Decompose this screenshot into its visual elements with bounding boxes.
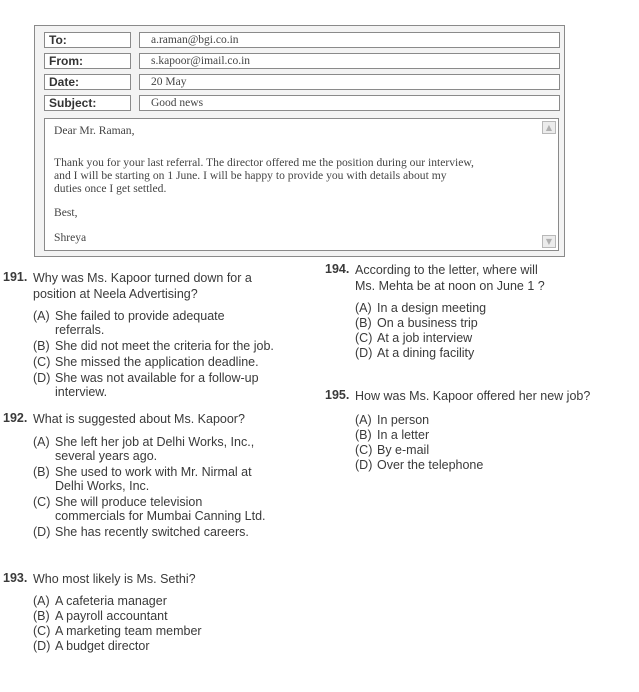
from-label: From:: [44, 53, 131, 69]
option-letter: (C): [33, 495, 51, 509]
subject-label: Subject:: [44, 95, 131, 111]
body-line: and I will be starting on 1 June. I will be happy to provide you with details about my: [54, 169, 447, 182]
scroll-up-arrow-icon[interactable]: ▲: [542, 121, 556, 134]
option-letter: (D): [355, 458, 373, 472]
option-text: A payroll accountant: [55, 609, 168, 623]
option-continuation: interview.: [55, 385, 108, 399]
option-text: In person: [377, 413, 430, 427]
option-letter: (B): [355, 428, 372, 442]
option[interactable]: [33, 495, 202, 509]
option-text: She did not meet the criteria for the job.: [55, 339, 274, 353]
option-letter: (A): [355, 301, 372, 315]
option[interactable]: [355, 458, 483, 472]
option-text: She missed the application deadline.: [55, 355, 259, 369]
from-field[interactable]: s.kapoor@imail.co.in: [139, 53, 560, 69]
option-text: On a business trip: [377, 316, 478, 330]
option-letter: (B): [33, 339, 50, 353]
option-text: She failed to provide adequate: [55, 309, 225, 323]
closing: Best,: [54, 206, 78, 219]
option-letter: (C): [355, 443, 373, 457]
option-continuation: several years ago.: [55, 449, 158, 463]
option-letter: (C): [355, 331, 373, 345]
option-letter: (B): [355, 316, 372, 330]
option[interactable]: [33, 355, 259, 369]
question-number: 192.: [3, 411, 28, 425]
option-letter: (B): [33, 465, 50, 479]
option-text: A budget director: [55, 639, 150, 653]
option-text: She used to work with Mr. Nirmal at: [55, 465, 252, 479]
option[interactable]: [33, 435, 254, 449]
subject-field[interactable]: Good news: [139, 95, 560, 111]
option-continuation: referrals.: [55, 323, 105, 337]
date-field[interactable]: 20 May: [139, 74, 560, 90]
option[interactable]: [355, 413, 429, 427]
question-number: 193.: [3, 571, 28, 585]
question-stem: According to the letter, where will: [355, 263, 538, 277]
signature: Shreya: [54, 231, 87, 244]
email-window: [34, 25, 565, 257]
question-stem: Why was Ms. Kapoor turned down for a: [33, 271, 252, 285]
option[interactable]: [33, 339, 274, 353]
option-text: At a job interview: [377, 331, 473, 345]
option-continuation: Delhi Works, Inc.: [55, 479, 150, 493]
option[interactable]: [33, 594, 167, 608]
option[interactable]: [33, 309, 225, 323]
option[interactable]: [355, 428, 429, 442]
question-stem: Who most likely is Ms. Sethi?: [33, 572, 196, 586]
option[interactable]: [33, 624, 202, 638]
option[interactable]: [33, 465, 252, 479]
question-number: 194.: [325, 262, 350, 276]
question-number: 195.: [325, 388, 350, 402]
option-text: She will produce television: [55, 495, 203, 509]
question-stem: position at Neela Advertising?: [33, 287, 198, 301]
option-letter: (C): [33, 624, 51, 638]
option-text: Over the telephone: [377, 458, 484, 472]
message-body[interactable]: [44, 118, 559, 251]
question-number: 191.: [3, 270, 28, 284]
question-stem: What is suggested about Ms. Kapoor?: [33, 412, 245, 426]
option[interactable]: [33, 609, 168, 623]
option-letter: (A): [33, 594, 50, 608]
option-text: She has recently switched careers.: [55, 525, 249, 539]
option-letter: (D): [33, 639, 51, 653]
option-text: At a dining facility: [377, 346, 475, 360]
body-line: Thank you for your last referral. The director offered me the position during our interview,: [54, 156, 474, 169]
to-field[interactable]: a.raman@bgi.co.in: [139, 32, 560, 48]
option[interactable]: [33, 371, 259, 385]
question-stem: Ms. Mehta be at noon on June 1 ?: [355, 279, 545, 293]
option-letter: (D): [33, 525, 51, 539]
to-label: To:: [44, 32, 131, 48]
option-text: She left her job at Delhi Works, Inc.,: [55, 435, 255, 449]
option-text: In a design meeting: [377, 301, 487, 315]
option[interactable]: [33, 639, 150, 653]
option[interactable]: [355, 443, 429, 457]
option-letter: (A): [355, 413, 372, 427]
option[interactable]: [355, 331, 472, 345]
option-letter: (A): [33, 309, 50, 323]
body-line: duties once I get settled.: [54, 182, 167, 195]
option[interactable]: [355, 346, 474, 360]
option-letter: (B): [33, 609, 50, 623]
greeting: Dear Mr. Raman,: [54, 124, 135, 137]
option-text: She was not available for a follow-up: [55, 371, 259, 385]
option-text: By e-mail: [377, 443, 430, 457]
option-letter: (D): [355, 346, 373, 360]
date-label: Date:: [44, 74, 131, 90]
option-text: In a letter: [377, 428, 430, 442]
question-stem: How was Ms. Kapoor offered her new job?: [355, 389, 591, 403]
option-letter: (D): [33, 371, 51, 385]
option[interactable]: [33, 525, 249, 539]
option-text: A cafeteria manager: [55, 594, 167, 608]
option-letter: (A): [33, 435, 50, 449]
option[interactable]: [355, 316, 478, 330]
option-text: A marketing team member: [55, 624, 202, 638]
option-continuation: commercials for Mumbai Canning Ltd.: [55, 509, 266, 523]
option[interactable]: [355, 301, 486, 315]
scroll-down-arrow-icon[interactable]: ▼: [542, 235, 556, 248]
option-letter: (C): [33, 355, 51, 369]
